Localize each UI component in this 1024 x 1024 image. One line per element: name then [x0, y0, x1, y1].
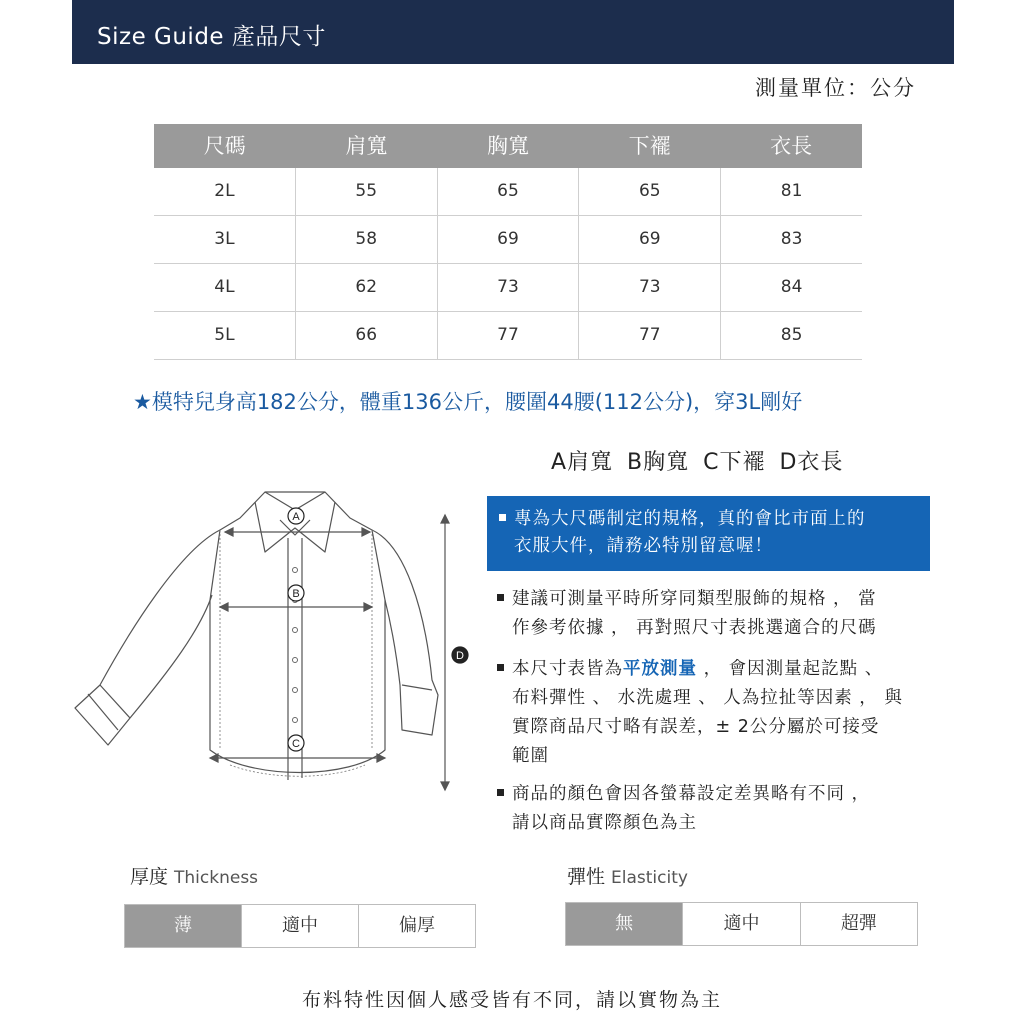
highlight-line: 專為大尺碼制定的規格，真的會比市面上的 [499, 506, 919, 533]
table-cell: 65 [578, 168, 720, 215]
table-cell: 77 [437, 312, 579, 359]
note-measure: 建議可測量平時所穿同類型服飾的規格 ， 當 作參考依據 ， 再對照尺寸表挑選適合的尺碼 [497, 585, 937, 643]
marker-c [288, 735, 304, 751]
highlight-line: 衣服大件，請務必特別留意喔！ [514, 536, 773, 556]
table-cell: 85 [720, 312, 862, 359]
table-cell: 5L [214, 325, 235, 345]
table-cell: 73 [437, 264, 579, 311]
header-size: 尺碼 [203, 134, 246, 158]
table-cell: 66 [295, 312, 437, 359]
table-cell: 58 [295, 216, 437, 263]
header-hem: 下襬 [628, 134, 671, 158]
svg-text:A: A [292, 511, 300, 523]
table-cell: 3L [214, 229, 235, 249]
thickness-option-thick: 偏厚 [358, 905, 475, 947]
shirt-diagram [60, 480, 480, 810]
thickness-option-thin: 薄 [125, 905, 241, 947]
bullet-icon [499, 514, 506, 521]
header-shoulder: 肩寬 [345, 134, 388, 158]
note-color: 商品的顏色會因各螢幕設定差異略有不同 ， 請以商品實際顏色為主 [497, 780, 937, 838]
bullet-icon [497, 594, 504, 601]
elasticity-option-none: 無 [566, 903, 682, 945]
svg-text:C: C [292, 738, 300, 750]
elasticity-option-high: 超彈 [800, 903, 917, 945]
table-cell: 55 [295, 168, 437, 215]
thickness-title: 厚度 Thickness [130, 866, 259, 888]
header-bar [72, 0, 954, 64]
thickness-scale [124, 904, 476, 948]
bullet-icon [497, 789, 504, 796]
footer-note: 布料特性因個人感受皆有不同，請以實物為主 [301, 989, 722, 1011]
header-length: 衣長 [770, 134, 813, 158]
table-row [154, 312, 862, 360]
table-cell: 4L [214, 277, 235, 297]
table-cell: 77 [578, 312, 720, 359]
unit-label: 測量單位：公分 [755, 76, 916, 100]
highlight-notice [487, 496, 930, 571]
svg-text:B: B [292, 588, 300, 600]
table-cell: 84 [720, 264, 862, 311]
table-row [154, 216, 862, 264]
header-chest: 胸寬 [486, 134, 529, 158]
model-note: ★模特兒身高182公分，體重136公斤，腰圍44腰(112公分)，穿3L剛好 [133, 390, 803, 414]
table-cell: 65 [437, 168, 579, 215]
table-cell: 69 [578, 216, 720, 263]
measurement-legend: A肩寬 B胸寬 C下襬 D衣長 [551, 450, 844, 475]
size-table-header [154, 124, 862, 168]
table-cell: 81 [720, 168, 862, 215]
marker-d [452, 647, 468, 663]
table-cell: 62 [295, 264, 437, 311]
table-cell: 2L [214, 181, 235, 201]
table-cell: 83 [720, 216, 862, 263]
elasticity-option-medium: 適中 [682, 903, 799, 945]
elasticity-title: 彈性 Elasticity [567, 866, 688, 888]
thickness-option-medium: 適中 [241, 905, 358, 947]
bullet-icon [497, 664, 504, 671]
page-title: Size Guide 產品尺寸 [97, 24, 326, 50]
marker-b [288, 585, 304, 601]
note-flat-measure: 本尺寸表皆為平放測量 ， 會因測量起訖點 、 布料彈性 、 水洗處理 、 人為拉扯等因素 ， 與 實際商品尺寸略有誤差，± 2公分屬於可接受 範圍 [497, 655, 937, 771]
svg-text:D: D [456, 650, 464, 662]
elasticity-scale [565, 902, 918, 946]
marker-a [288, 508, 304, 524]
table-row [154, 264, 862, 312]
size-table [154, 124, 862, 360]
table-cell: 69 [437, 216, 579, 263]
table-cell: 73 [578, 264, 720, 311]
table-row [154, 168, 862, 216]
